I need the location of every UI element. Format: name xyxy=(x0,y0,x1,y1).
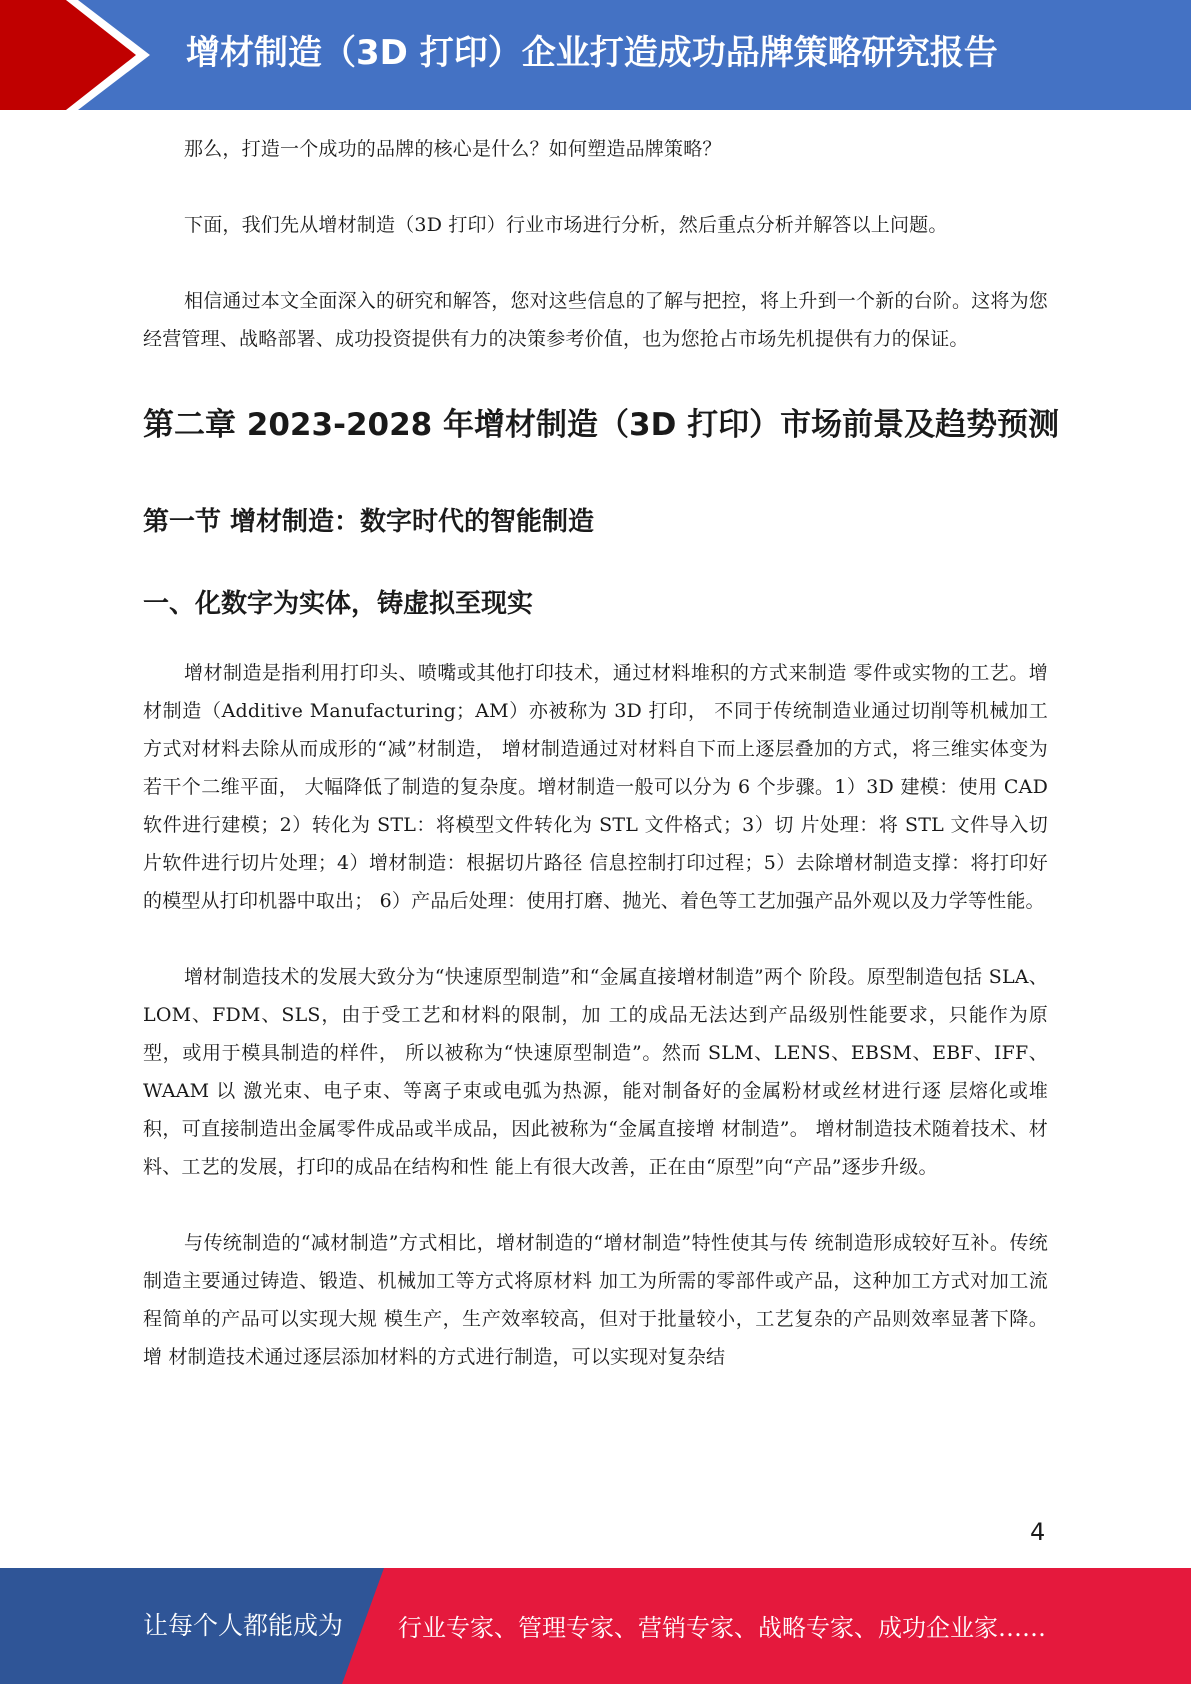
subsection-title: 一、化数字为实体，铸虚拟至现实 xyxy=(143,589,534,619)
section-title: 第一节 增材制造：数字时代的智能制造 xyxy=(143,507,595,537)
page-content xyxy=(143,130,1060,1376)
report-title: 增材制造（3D 打印）企业打造成功品牌策略研究报告 xyxy=(186,33,998,73)
body-paragraph-3: 与传统制造的“减材制造”方式相比，增材制造的“增材制造”特性使其与传 统制造形成较好互补。传统制造主要通过铸造、锻造、机械加工等方式将原材料 加工为所需的零部件或产品，这种加工方式对加工流程简单的产品可以实现大规 模生产，生产效率较高，但对于批量较小，工艺复杂的产品则效率显著下降。增 材制造技术通过逐层添加材料的方式进行制造，可以实现对复杂结 xyxy=(143,1232,1048,1368)
page-number: 4 xyxy=(1030,1518,1046,1546)
footer-slogan-left: 让每个人都能成为 xyxy=(143,1611,344,1640)
footer-slogan-right: 行业专家、管理专家、营销专家、战略专家、成功企业家…… xyxy=(398,1614,1046,1642)
body-paragraph-2: 增材制造技术的发展大致分为“快速原型制造”和“金属直接增材制造”两个 阶段。原型制造包括 SLA、LOM、FDM、SLS，由于受工艺和材料的限制，加 工的成品无法达到产品级别性能要求，只能作为原型，或用于模具制造的样件， 所以被称为“快速原型制造”。然而 SLM、LENS、EBSM、EBF、IFF、WAAM 以 激光束、电子束、等离子束或电弧为热源，能对制备好的金属粉材或丝材进行逐 层熔化或堆积，可直接制造出金属零件成品或半成品，因此被称为“金属直接增 材制造”。 增材制造技术随着技术、材料、工艺的发展，打印的成品在结构和性 能上有很大改善，正在由“原型”向“产品”逐步升级。 xyxy=(143,966,1048,1178)
chapter-title: 第二章 2023-2028 年增材制造（3D 打印）市场前景及趋势预测 xyxy=(143,407,1060,443)
body-paragraph-1: 增材制造是指利用打印头、喷嘴或其他打印技术，通过材料堆积的方式来制造 零件或实物的工艺。增材制造（Additive Manufacturing；AM）亦被称为 3D 打印， 不同于传统制造业通过切削等机械加工方式对材料去除从而成形的“减”材制造， 增材制造通过对材料自下而上逐层叠加的方式，将三维实体变为若干个二维平面， 大幅降低了制造的复杂度。增材制造一般可以分为 6 个步骤。1）3D 建模：使用 CAD 软件进行建模；2）转化为 STL：将模型文件转化为 STL 文件格式；3）切 片处理：将 STL 文件导入切片软件进行切片处理；4）增材制造：根据切片路径 信息控制打印过程；5）去除增材制造支撑：将打印好的模型从打印机器中取出； 6）产品后处理：使用打磨、抛光、着色等工艺加强产品外观以及力学等性能。 xyxy=(143,662,1048,912)
footer-banner xyxy=(0,1568,1191,1684)
intro-paragraph-3: 相信通过本文全面深入的研究和解答，您对这些信息的了解与把控，将上升到一个新的台阶。这将为您经营管理、战略部署、成功投资提供有力的决策参考价值，也为您抢占市场先机提供有力的保证。 xyxy=(143,290,1049,350)
header-banner xyxy=(0,0,1191,110)
intro-paragraph-2: 下面，我们先从增材制造（3D 打印）行业市场进行分析，然后重点分析并解答以上问题。 xyxy=(184,214,948,236)
intro-paragraph-1: 那么，打造一个成功的品牌的核心是什么？如何塑造品牌策略？ xyxy=(184,138,722,160)
header-red-arrow xyxy=(0,0,150,110)
